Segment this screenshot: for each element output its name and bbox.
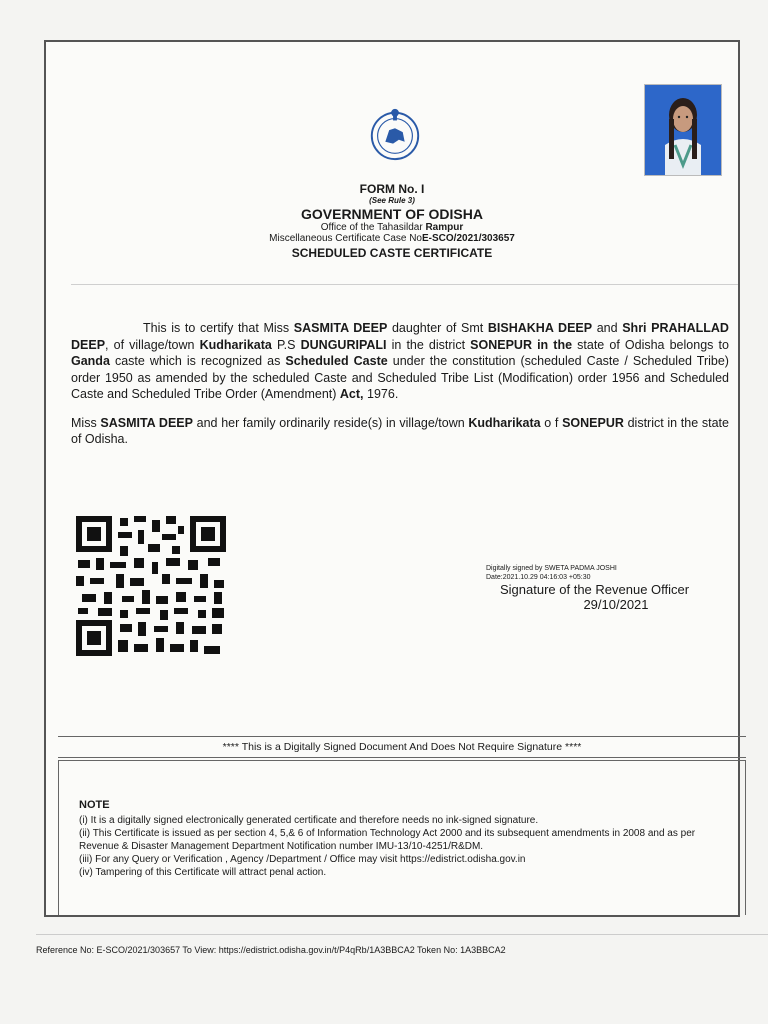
text-segment: , of village/town	[105, 337, 195, 352]
certification-paragraph	[71, 320, 729, 403]
digital-signature-notice: **** This is a Digitally Signed Document And Does Not Require Signature ****	[58, 736, 746, 758]
district-name: SONEPUR	[562, 415, 624, 430]
applicant-photo	[644, 84, 722, 176]
police-station: DUNGURIPALI	[300, 337, 387, 352]
certificate-frame	[44, 40, 740, 917]
certificate-header	[46, 182, 738, 260]
digital-signer: Digitally signed by SWETA PADMA JOSHI	[486, 565, 617, 572]
text-segment: daughter of Smt	[391, 321, 484, 335]
act-year: 1976.	[367, 387, 399, 401]
text-segment: in the district	[391, 337, 466, 352]
village-name: Kudharikata	[468, 415, 541, 430]
office-place: Rampur	[425, 222, 464, 233]
certificate-body	[46, 42, 738, 732]
text-segment: Miss	[71, 415, 97, 430]
text-segment: district in the state of Odisha.	[71, 415, 729, 446]
reference-footer: Reference No: E-SCO/2021/303657 To View: https://edistrict.odisha.gov.in/t/P4qRb/1A3BBCA2 Token No: 1A3BBCA2	[36, 945, 506, 955]
act-label: Act,	[339, 387, 364, 401]
village-name: Kudharikata	[199, 337, 272, 352]
district-name: SONEPUR in the	[470, 337, 573, 352]
note-item: (ii) This Certificate is issued as per section 4, 5,& 6 of Information Technology Act 2000 and its subsequent amendments in 2008 and as per Revenue & Disaster Management Department Notification number IMU-13/10-4251/R&DM.	[79, 828, 696, 852]
office-prefix: Office of the Tahasildar	[320, 222, 423, 233]
signature-date: 29/10/2021	[583, 597, 649, 612]
note-item: (iii) For any Query or Verification , Agency /Department / Office may visit https://edistrict.odisha.gov.in	[79, 854, 526, 865]
text-segment: P.S	[276, 337, 296, 352]
odisha-emblem-icon	[366, 104, 424, 164]
certificate-title: SCHEDULED CASTE CERTIFICATE	[291, 246, 493, 260]
signature-title: Signature of the Revenue Officer	[500, 582, 690, 597]
office-line	[46, 222, 738, 233]
case-prefix: Miscellaneous Certificate Case No	[269, 233, 422, 244]
case-number: E-SCO/2021/303657	[422, 233, 515, 244]
note-content	[79, 799, 735, 879]
caste-name: Ganda	[71, 354, 110, 368]
mother-name: BISHAKHA DEEP	[487, 321, 593, 335]
qr-code-icon[interactable]	[76, 516, 226, 656]
text-segment: under the constitution (scheduled Caste / Scheduled Tribe) order 1950 as amended by the scheduled Caste and Scheduled Tribe List (Modification) order 1956 and Scheduled Caste and Scheduled Tribe Order (Amendment)	[71, 354, 729, 401]
text-segment: state of Odisha belongs to	[577, 337, 729, 352]
form-number: FORM No. I	[359, 182, 425, 196]
header-divider	[71, 284, 738, 285]
text-segment: o f	[544, 415, 559, 430]
text-segment: This is to certify that Miss	[143, 321, 290, 335]
case-line	[46, 233, 738, 244]
digital-sign-date: Date:2021.10.29 04:16:03 +05:30	[486, 574, 591, 581]
note-item: (i) It is a digitally signed electronically generated certificate and therefore needs no ink-signed signature.	[79, 815, 539, 826]
government-title: GOVERNMENT OF ODISHA	[300, 206, 483, 222]
signature-block	[486, 564, 726, 612]
note-title: NOTE	[79, 799, 110, 811]
footer-divider	[36, 934, 768, 935]
text-segment: and	[596, 321, 618, 335]
note-section	[58, 760, 746, 915]
applicant-name: SASMITA DEEP	[293, 321, 388, 335]
see-rule: (See Rule 3)	[369, 196, 415, 205]
note-item: (iv) Tampering of this Certificate will attract penal action.	[79, 867, 327, 878]
caste-category: Scheduled Caste	[285, 354, 388, 368]
applicant-name: SASMITA DEEP	[100, 415, 193, 430]
father-name: Shri PRAHALLAD DEEP	[71, 321, 729, 352]
text-segment: and her family ordinarily reside(s) in village/town	[196, 415, 465, 430]
text-segment: caste which is recognized as	[114, 354, 281, 368]
certificate-text	[71, 320, 729, 460]
residence-paragraph	[71, 415, 729, 448]
